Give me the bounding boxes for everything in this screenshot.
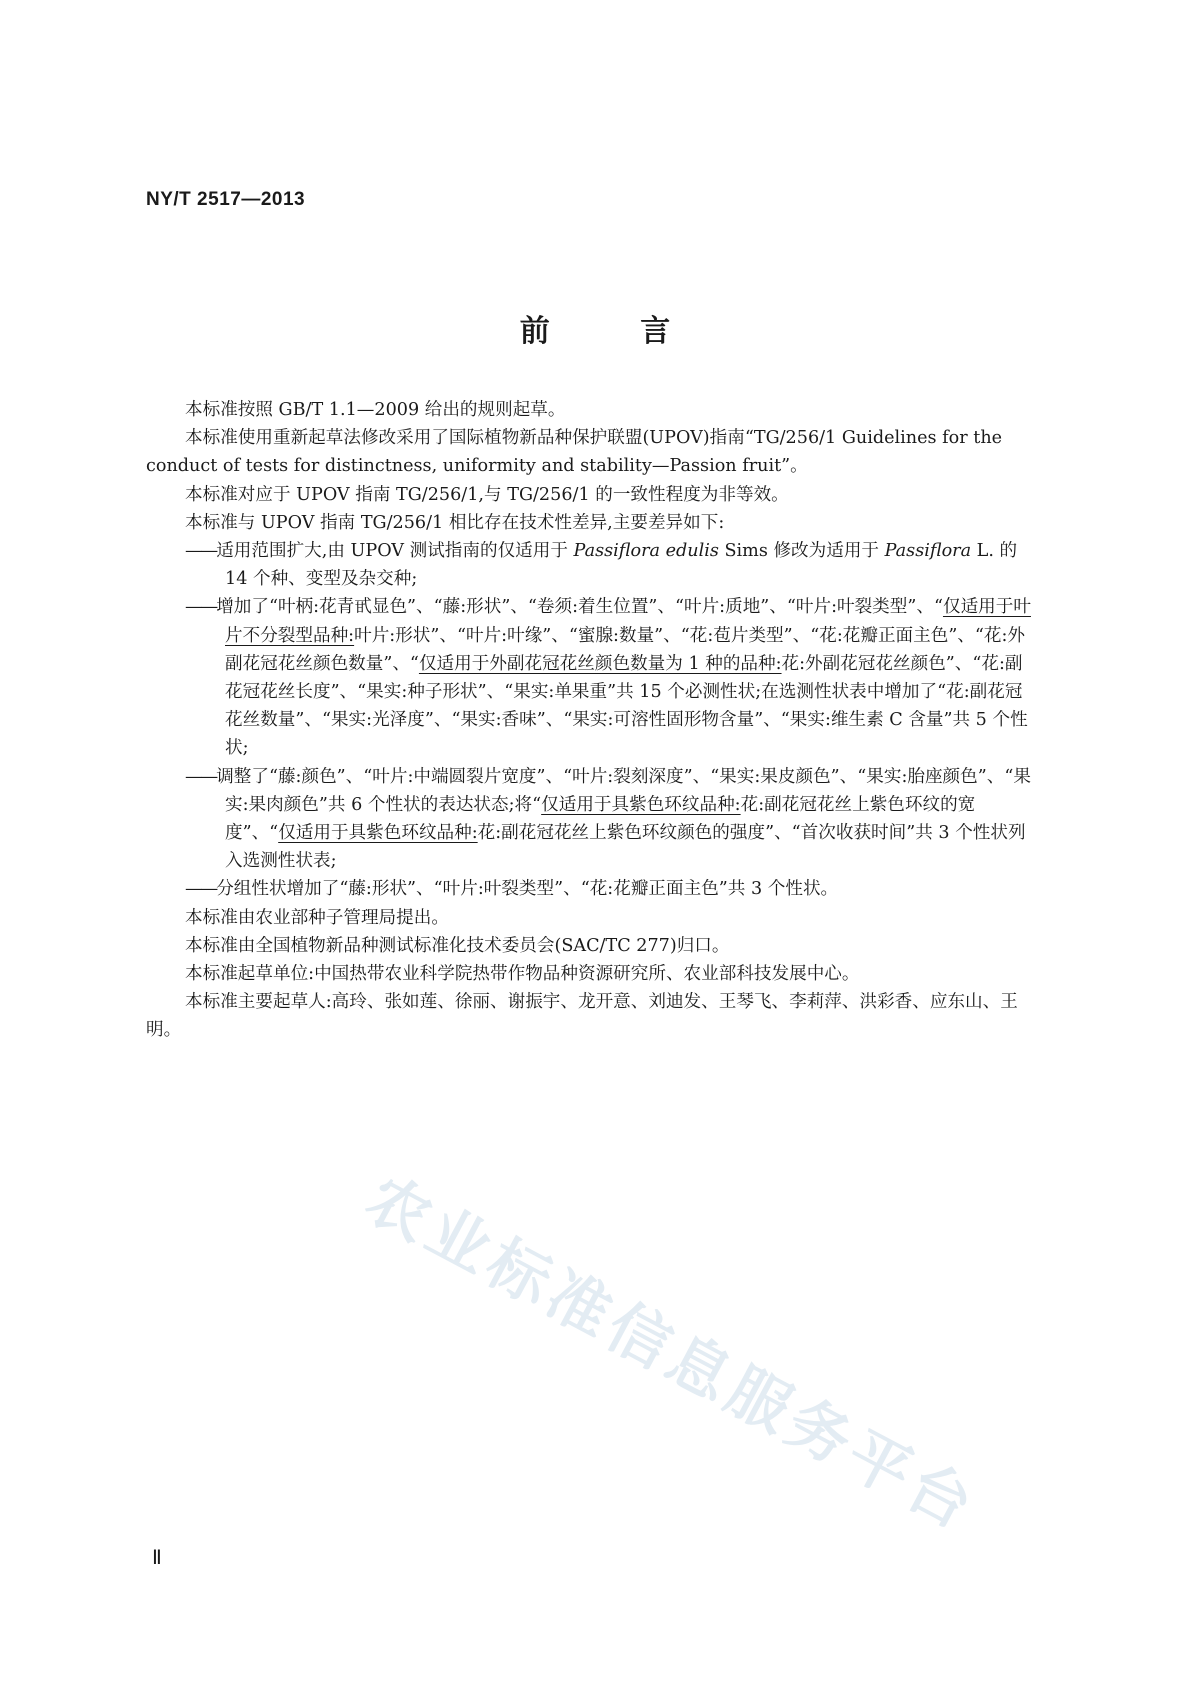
list-item-adjusted-characteristics: ——调整了“藤:颜色”、“叶片:中端圆裂片宽度”、“叶片:裂刻深度”、“果实:果皮颜色”、“果实:胎座颜色”、“果实:果肉颜色”共 6 个性状的表达状态;将“仅适用于具紫色环纹品种:花:副花冠花丝上紫色环纹的宽度”、“仅适用于具紫色环纹品种:花:副花冠花丝上紫色环纹颜色的强度”、“首次收获时间”共 3 个性状列入选测性状表; xyxy=(185,766,1031,872)
dash-mark: —— xyxy=(185,766,217,787)
paragraph-drafting-units: 本标准起草单位:中国热带农业科学院热带作物品种资源研究所、农业部科技发展中心。 xyxy=(185,964,860,985)
list-item-added-characteristics: ——增加了“叶柄:花青甙显色”、“藤:形状”、“卷须:着生位置”、“叶片:质地”、“叶片:叶裂类型”、“仅适用于叶片不分裂型品种:叶片:形状”、“叶片:叶缘”、“蜜腺:数量”、“花:苞片类型”、“花:花瓣正面主色”、“花:外副花冠花丝颜色数量”、“仅适用于外副花冠花丝颜色数量为 1 种的品种:花:外副花冠花丝颜色”、“花:副花冠花丝长度”、“果实:种子形状”、“果实:单果重”共 15 个必测性状;在选测性状表中增加了“花:副花冠花丝数量”、“果实:光泽度”、“果实:香味”、“果实:可溶性固形物含量”、“果实:维生素 C 含量”共 5 个性状; xyxy=(185,597,1031,759)
paragraph-proposer: 本标准由农业部种子管理局提出。 xyxy=(185,907,449,928)
paragraph-differences-intro: 本标准与 UPOV 指南 TG/256/1 相比存在技术性差异,主要差异如下: xyxy=(185,512,725,533)
standard-code: NY/T 2517—2013 xyxy=(146,189,306,210)
document-body xyxy=(146,396,1038,1045)
dash-mark: —— xyxy=(185,597,217,618)
list-item-scope: ——适用范围扩大,由 UPOV 测试指南的仅适用于 Passiflora edulis Sims 修改为适用于 Passiflora L. 的 14 个种、变型及杂交种; xyxy=(185,541,1018,590)
dash-mark: —— xyxy=(185,879,217,900)
page-title: 前 言 xyxy=(519,314,711,349)
list-item-grouping-characteristics: ——分组性状增加了“藤:形状”、“叶片:叶裂类型”、“花:花瓣正面主色”共 3 个性状。 xyxy=(185,879,839,900)
paragraph-drafting-rules: 本标准按照 GB/T 1.1—2009 给出的规则起草。 xyxy=(185,400,566,420)
page-number: Ⅱ xyxy=(152,1547,162,1569)
paragraph-upov-adoption: 本标准使用重新起草法修改采用了国际植物新品种保护联盟(UPOV)指南“TG/256/1 Guidelines for the conduct of tests for distinctness, uniformity and stability—Passion fruit”。 xyxy=(146,428,1003,477)
dash-mark: —— xyxy=(185,541,217,562)
paragraph-equivalence: 本标准对应于 UPOV 指南 TG/256/1,与 TG/256/1 的一致性程度为非等效。 xyxy=(185,484,789,505)
paragraph-drafters: 本标准主要起草人:高玲、张如莲、徐丽、谢振宇、龙开意、刘迪发、王琴飞、李莉萍、洪彩香、应东山、王明。 xyxy=(146,992,1018,1041)
paragraph-committee: 本标准由全国植物新品种测试标准化技术委员会(SAC/TC 277)归口。 xyxy=(185,935,730,956)
watermark: 农业标准信息服务平台 xyxy=(354,1161,990,1546)
